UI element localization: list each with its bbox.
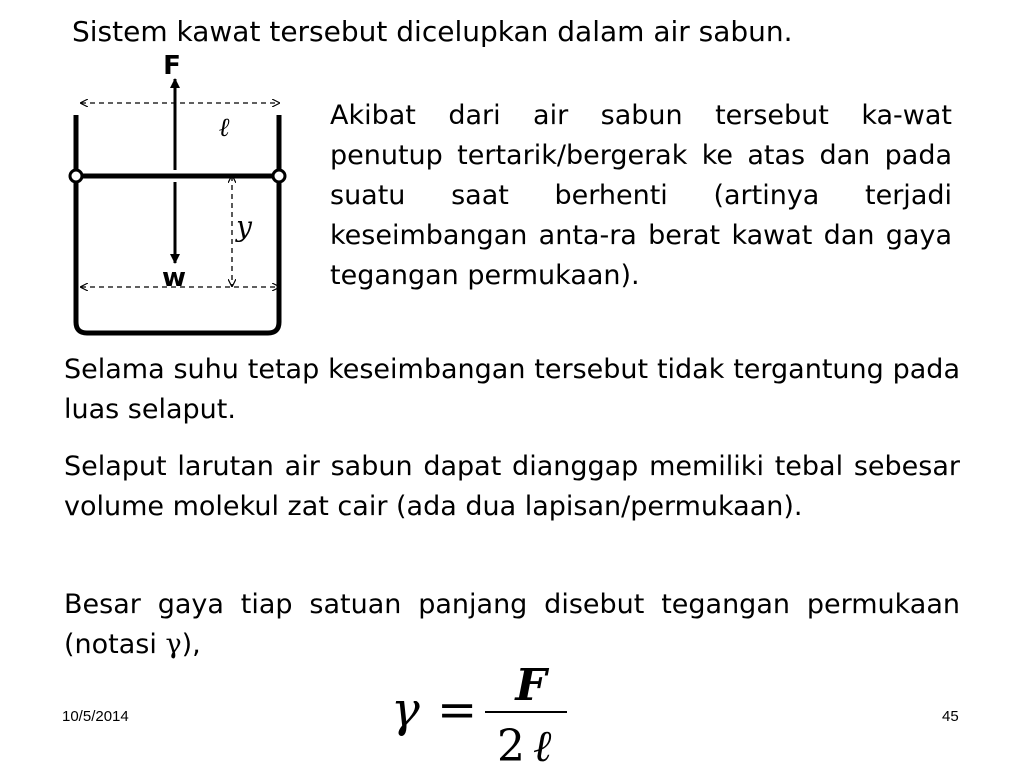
gamma-symbol: γ — [165, 629, 182, 660]
explanation-paragraph: Akibat dari air sabun tersebut ka-wat penutup tertarik/bergerak ke atas dan pada suatu saat berhenti (artinya terjadi keseimbangan anta-ra berat kawat dan gaya tegangan permukaan). — [330, 100, 952, 291]
paragraph-end: ), — [181, 629, 201, 660]
left-ring — [70, 170, 82, 182]
formula-denominator-number: 2 — [497, 721, 525, 768]
paragraph-text: Besar gaya tiap satuan panjang disebut tegangan permukaan (notasi — [64, 589, 960, 660]
right-ring — [273, 170, 285, 182]
surface-tension-formula — [385, 658, 585, 768]
length-label: ℓ — [218, 113, 230, 143]
formula-equals: = — [437, 682, 478, 738]
formula-denominator-symbol: ℓ — [533, 721, 552, 768]
page-number: 45 — [942, 708, 959, 725]
paragraph-temperature: Selama suhu tetap keseimbangan tersebut tidak tergantung pada luas selaput. — [64, 354, 960, 425]
formula-numerator: F — [515, 660, 547, 711]
slide-title: Sistem kawat tersebut dicelupkan dalam air sabun. — [72, 15, 793, 48]
paragraph-film-thickness: Selaput larutan air sabun dapat dianggap memiliki tebal sebesar volume molekul zat cair (ada dua lapisan/permukaan). — [64, 451, 960, 522]
paragraph-surface-tension — [64, 585, 960, 665]
footer-date: 10/5/2014 — [62, 708, 129, 725]
formula-gamma: γ — [391, 682, 420, 738]
wire-frame-diagram — [60, 50, 310, 350]
weight-label: w — [161, 263, 187, 293]
height-label: y — [236, 210, 252, 243]
force-label: F — [163, 51, 181, 81]
